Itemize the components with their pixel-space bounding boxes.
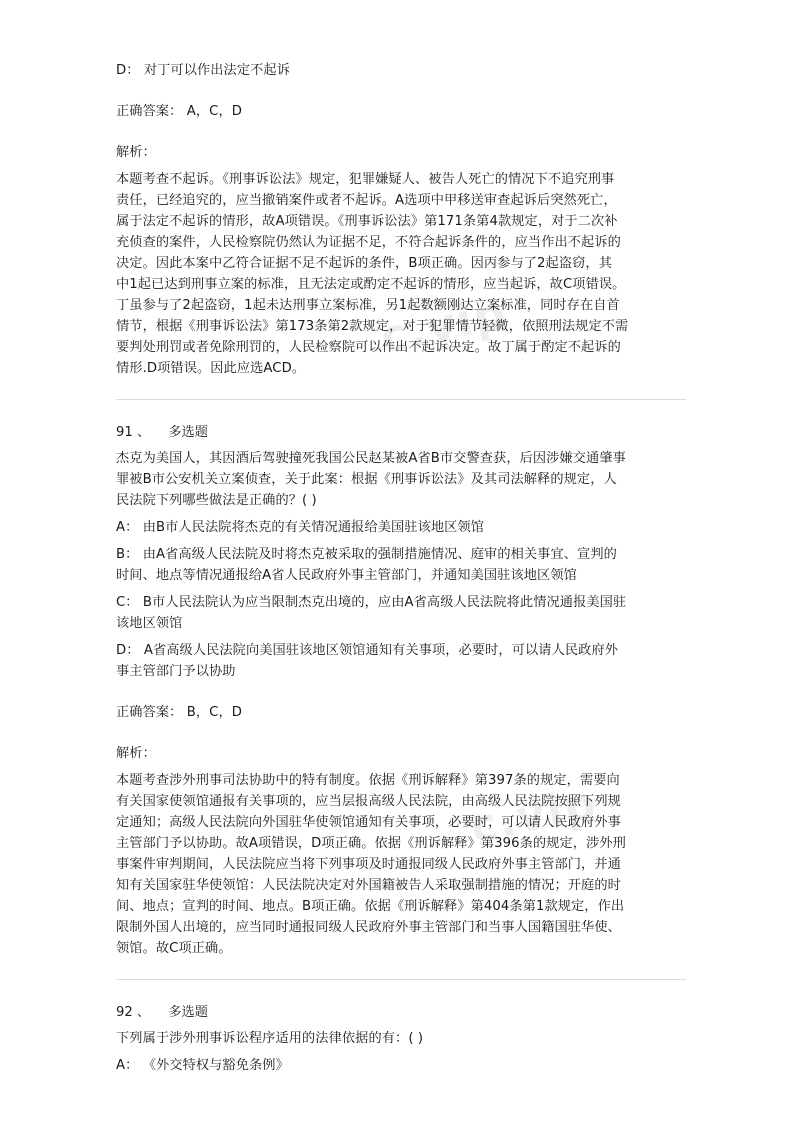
- watermark: c.vip: [466, 777, 602, 854]
- text-line: A： 《外交特权与豁免条例》: [116, 1058, 289, 1073]
- text-line: 本题考查涉外刑事司法协助中的特有制度。依据《刑诉解释》第397条的规定，需要向: [116, 773, 620, 788]
- text-line: 间、地点；宣判的时间、地点。B项正确。依据《刑诉解释》第404条第1款规定，作出: [116, 899, 625, 914]
- text-line: 下列属于涉外刑事诉讼程序适用的法律依据的有：( ): [116, 1031, 424, 1046]
- answer-label: 正确答案：: [116, 104, 183, 119]
- text-line: 罪被B市公安机关立案侦查，关于此案：根据《刑事诉讼法》及其司法解释的规定，人: [116, 472, 617, 487]
- text-line: D： A省高级人民法院向美国驻该地区领馆通知有关事项，必要时，可以请人民政府外: [116, 643, 619, 658]
- text-line: 属于法定不起诉的情形，故A项错误。《刑事诉讼法》第171条第4款规定，对于二次补: [116, 214, 618, 229]
- text-line: 事主管部门予以协助: [116, 664, 236, 679]
- text-line: 本题考查不起诉。《刑事诉讼法》规定，犯罪嫌疑人、被告人死亡的情况下不追究刑事: [116, 172, 615, 187]
- text-line: 责任，已经追究的，应当撤销案件或者不起诉。A选项中甲移送审查起诉后突然死亡，: [116, 193, 617, 208]
- text-line: 要判处刑罚或者免除刑罚的，人民检察院可以作出不起诉决定。故丁属于酌定不起诉的: [116, 340, 621, 355]
- option-d: [116, 640, 686, 682]
- text-line: 限制外国人出境的，应当同时通报同级人民政府外事主管部门和当事人国籍国驻华使、: [116, 920, 621, 935]
- document-page: [116, 60, 686, 1076]
- text-line: 有关国家使领馆通报有关事项的，应当层报高级人民法院，由高级人民法院按照下列规: [116, 794, 621, 809]
- question-number: 91 、: [116, 425, 151, 440]
- text-line: 充侦查的案件，人民检察院仍然认为证据不足，不符合起诉条件的，应当作出不起诉的: [116, 235, 621, 250]
- question-stem: [116, 1028, 686, 1049]
- question-stem: [116, 448, 686, 511]
- text-line: 中1起已达到刑事立案的标准，且无法定或酌定不起诉的情形，应当起诉，故C项错误。: [116, 277, 626, 292]
- text-line: B： 由A省高级人民法院及时将杰克被采取的强制措施情况、庭审的相关事宜、宣判的: [116, 547, 617, 562]
- analysis-label: 解析：: [116, 145, 156, 160]
- option-b: [116, 544, 686, 586]
- answer-line: [116, 101, 686, 122]
- divider: [116, 979, 686, 980]
- text-line: 丁虽参与了2起盗窃，1起未达刑事立案标准，另1起数额刚达立案标准，同时存在自首: [116, 298, 620, 313]
- question-number: 92 、: [116, 1005, 151, 1020]
- option-a: [116, 517, 686, 538]
- option-a: [116, 1055, 686, 1076]
- question-header: [116, 1002, 686, 1023]
- text-line: C： B市人民法院认为应当限制杰克出境的，应由A省高级人民法院将此情况通报美国驻: [116, 595, 627, 610]
- text-line: 情形.D项错误。因此应选ACD。: [116, 361, 306, 376]
- answer-value: A，C，D: [186, 104, 242, 119]
- text-line: 决定。因此本案中乙符合证据不足不起诉的条件，B项正确。因丙参与了2起盗窃，其: [116, 256, 612, 271]
- text-line: 杰克为美国人，其因酒后驾驶撞死我国公民赵某被A省B市交警查获，后因涉嫌交通肇事: [116, 451, 626, 466]
- analysis-label: 解析：: [116, 746, 156, 761]
- question-type: 多选题: [168, 425, 208, 440]
- question-type: 多选题: [168, 1005, 208, 1020]
- text-line: 领馆。故C项正确。: [116, 941, 232, 956]
- watermark: c.vip: [376, 287, 512, 364]
- text-line: 事案件审判期间，人民法院应当将下列事项及时通报同级人民政府外事主管部门，并通: [116, 857, 621, 872]
- text-line: 情节，根据《刑事诉讼法》第173条第2款规定，对于犯罪情节轻微，依照刑法规定不需: [116, 319, 629, 334]
- text-line: 时间、地点等情况通报给A省人民政府外事主管部门，并通知美国驻该地区领馆: [116, 568, 577, 583]
- text-line: 知有关国家驻华使领馆：人民法院决定对外国籍被告人采取强制措施的情况；开庭的时: [116, 878, 621, 893]
- analysis-text: [116, 770, 686, 959]
- option-d: D： 对丁可以作出法定不起诉: [116, 63, 290, 78]
- divider: [116, 399, 686, 400]
- answer-line: [116, 702, 686, 723]
- text-line: 主管部门予以协助。故A项错误，D项正确。依据《刑诉解释》第396条的规定，涉外刑: [116, 836, 626, 851]
- text-line: A： 由B市人民法院将杰克的有关情况通报给美国驻该地区领馆: [116, 520, 485, 535]
- text-line: 该地区领馆: [116, 616, 183, 631]
- options-list: [116, 517, 686, 682]
- question-header: [116, 422, 686, 443]
- options-list: [116, 1055, 686, 1076]
- text-line: 定通知；高级人民法院向外国驻华使领馆通知有关事项，必要时，可以请人民政府外事: [116, 815, 621, 830]
- text-line: 民法院下列哪些做法是正确的？( ): [116, 493, 317, 508]
- answer-label: 正确答案：: [116, 705, 183, 720]
- option-c: [116, 592, 686, 634]
- answer-value: B，C，D: [186, 705, 243, 720]
- analysis-text: [116, 169, 686, 379]
